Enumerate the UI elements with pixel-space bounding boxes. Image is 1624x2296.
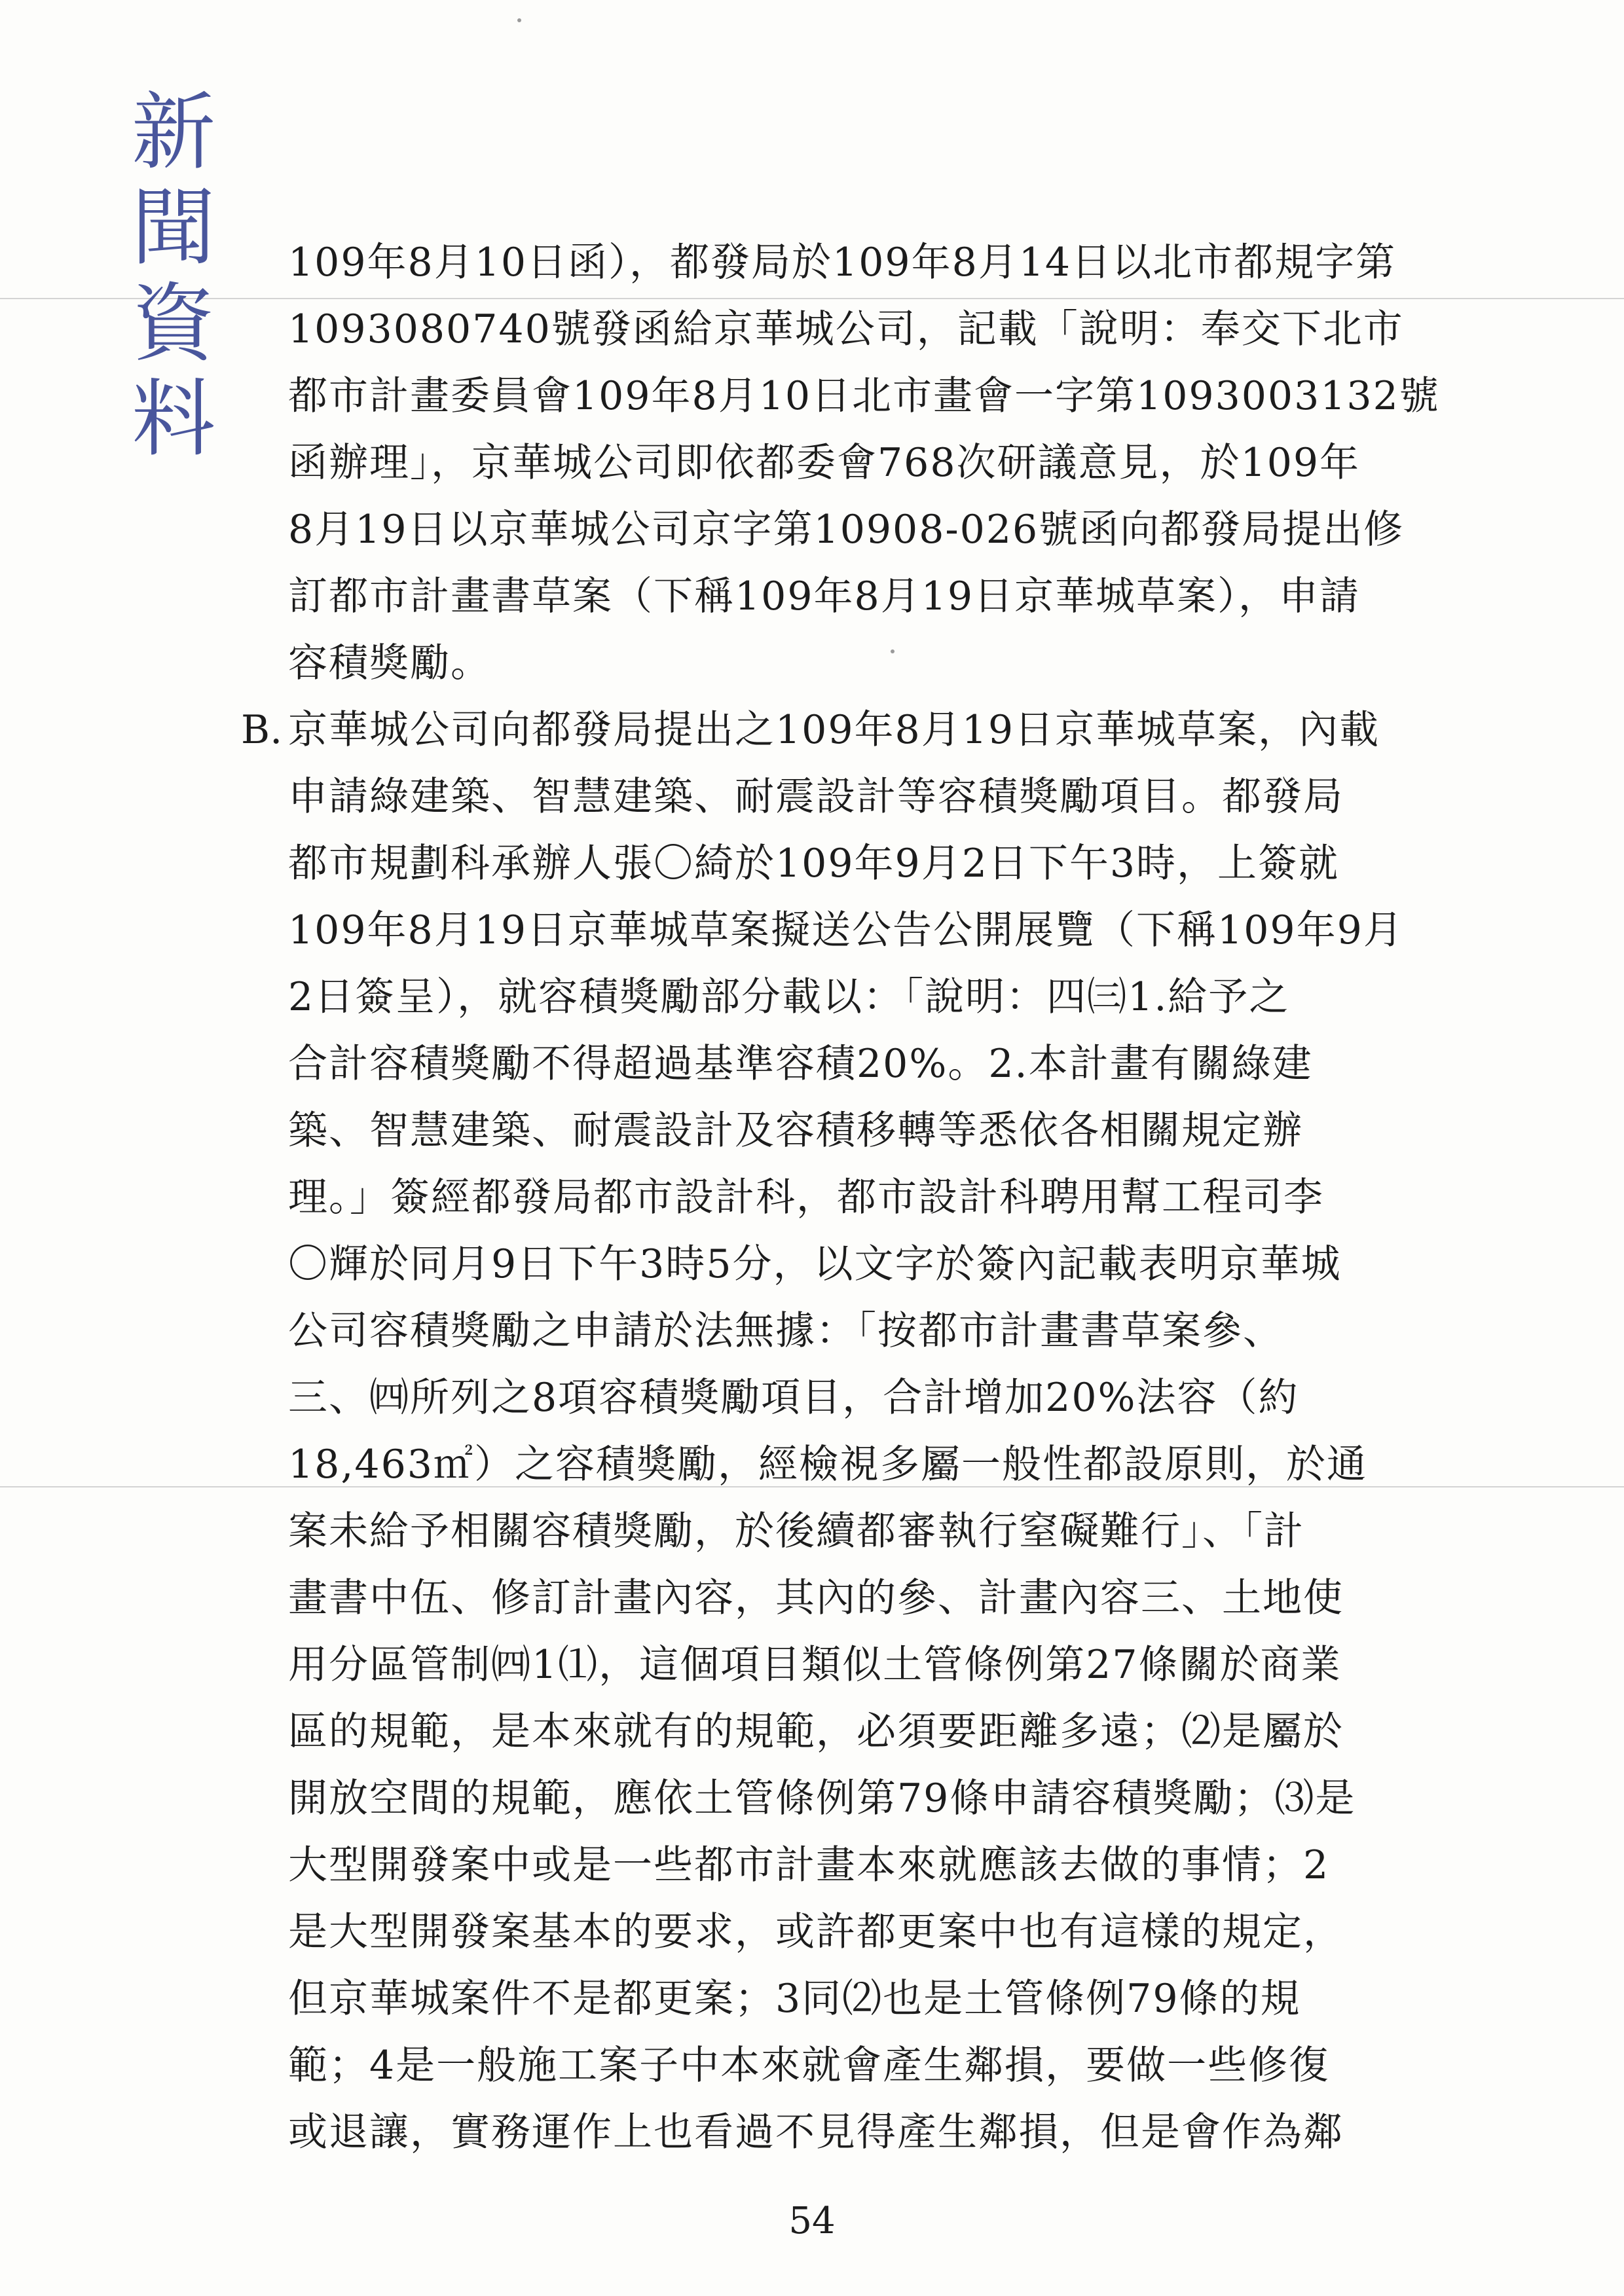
- text-line: 開放空間的規範，應依土管條例第79條申請容積獎勵；⑶是: [288, 1776, 1356, 1821]
- page-number: 54: [788, 2200, 836, 2242]
- paragraph-b: [288, 697, 1428, 2166]
- news-material-stamp: [124, 85, 223, 467]
- text-line: 畫書中伍、修訂計畫內容，其內的參、計畫內容三、土地使: [288, 1575, 1344, 1621]
- text-line: 1093080740號發函給京華城公司，記載「說明：奉交下北市: [288, 306, 1404, 352]
- text-line: 京華城公司向都發局提出之109年8月19日京華城草案，內載: [288, 707, 1380, 753]
- text-line: 築、智慧建築、耐震設計及容積移轉等悉依各相關規定辦: [288, 1108, 1303, 1154]
- text-line: 但京華城案件不是都更案；3同⑵也是土管條例79條的規: [288, 1976, 1301, 2022]
- text-line: 合計容積獎勵不得超過基準容積20%。2.本計畫有關綠建: [288, 1041, 1313, 1087]
- text-line: 區的規範，是本來就有的規範，必須要距離多遠；⑵是屬於: [288, 1709, 1344, 1755]
- text-line: 申請綠建築、智慧建築、耐震設計等容積獎勵項目。都發局: [288, 774, 1344, 820]
- text-line: 公司容積獎勵之申請於法無據：「按都市計畫書草案參、: [288, 1308, 1283, 1354]
- text-line: 訂都市計畫書草案（下稱109年8月19日京華城草案），申請: [288, 574, 1361, 619]
- stamp-char: 資: [131, 275, 215, 373]
- text-line: 範；4是一般施工案子中本來就會產生鄰損，要做一些修復: [288, 2043, 1330, 2088]
- text-line: 都市規劃科承辦人張〇綺於109年9月2日下午3時，上簽就: [288, 841, 1340, 886]
- text-line: 理。」簽經都發局都市設計科，都市設計科聘用幫工程司李: [288, 1175, 1324, 1220]
- stamp-char: 新: [131, 84, 215, 181]
- text-line: 函辦理」，京華城公司即依都委會768次研議意見，於109年: [288, 440, 1361, 486]
- text-line: 〇輝於同月9日下午3時5分，以文字於簽內記載表明京華城: [288, 1241, 1342, 1287]
- text-line: 用分區管制㈣1⑴，這個項目類似土管條例第27條關於商業: [288, 1642, 1342, 1688]
- text-line: 8月19日以京華城公司京字第10908-026號函向都發局提出修: [288, 507, 1405, 553]
- stamp-char: 聞: [131, 179, 215, 277]
- text-line: 三、㈣所列之8項容積獎勵項目，合計增加20%法容（約: [288, 1375, 1299, 1421]
- section-b-label: B.: [241, 707, 283, 753]
- paragraph-a: [288, 229, 1440, 697]
- text-line: 都市計畫委員會109年8月10日北市畫會一字第1093003132號: [288, 373, 1440, 419]
- scan-speck: [517, 18, 521, 22]
- text-line: 大型開發案中或是一些都市計畫本來就應該去做的事情；2: [288, 1842, 1330, 1888]
- text-line: 案未給予相關容積獎勵，於後續都審執行窒礙難行」、「計: [288, 1508, 1304, 1554]
- text-line: 或退讓，實務運作上也看過不見得產生鄰損，但是會作為鄰: [288, 2109, 1344, 2155]
- document-body: [288, 229, 1440, 2166]
- text-line: 是大型開發案基本的要求，或許都更案中也有這樣的規定，: [288, 1909, 1344, 1955]
- text-line: 109年8月10日函），都發局於109年8月14日以北市都規字第: [288, 240, 1397, 285]
- text-line: 2日簽呈），就容積獎勵部分載以：「說明：四㈢1.給予之: [288, 974, 1290, 1020]
- text-line: 109年8月19日京華城草案擬送公告公開展覽（下稱109年9月: [288, 907, 1404, 953]
- stamp-char: 料: [131, 371, 215, 468]
- text-line: 18,463㎡）之容積獎勵，經檢視多屬一般性都設原則，於通: [288, 1442, 1367, 1487]
- text-line: 容積獎勵。: [288, 640, 491, 686]
